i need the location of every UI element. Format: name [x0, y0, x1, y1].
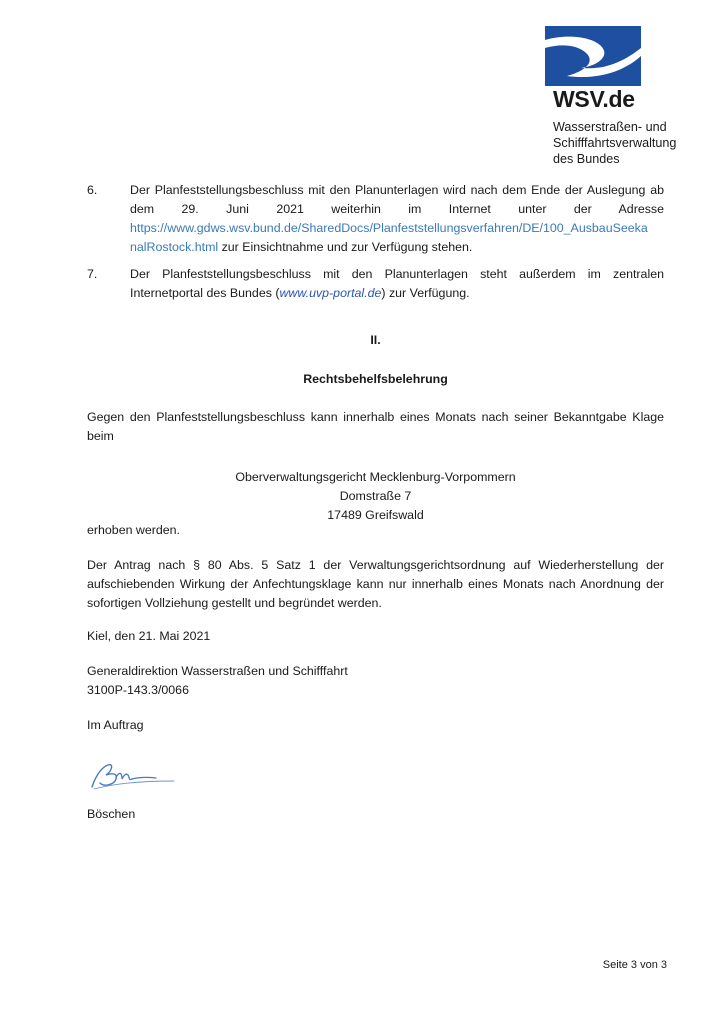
item-text-line: Der Planfeststellungsbeschluss mit den Planunterlagen wird nach dem Ende der Auslegung ab	[130, 183, 664, 197]
item-text-line: Internetportal des Bundes (	[130, 286, 280, 300]
handwritten-signature-icon	[86, 757, 182, 797]
paragraph-line: Gegen den Planfeststellungsbeschluss kann innerhalb eines Monats nach seiner Bekanntgabe Klage	[87, 410, 664, 424]
brand-subtitle	[553, 119, 676, 167]
paragraph-line: beim	[87, 429, 114, 443]
date-line: Kiel, den 21. Mai 2021	[87, 629, 211, 643]
item-text-line: ) zur Verfügung.	[381, 286, 470, 300]
paragraph-line: Der Antrag nach § 80 Abs. 5 Satz 1 der Verwaltungsgerichtsordnung auf Wiederherstellung der	[87, 558, 664, 572]
brand-subtitle-line: Schifffahrtsverwaltung	[553, 136, 677, 150]
list-number: 6.	[87, 183, 98, 197]
page-number: Seite 3 von 3	[602, 959, 667, 971]
court-address	[87, 468, 664, 525]
paragraph-antrag	[87, 556, 664, 613]
court-street: Domstraße 7	[339, 489, 412, 503]
item-text-line: zur Einsichtnahme und zur Verfügung stehen.	[218, 240, 473, 254]
list-number: 7.	[87, 267, 98, 281]
signer-name: Böschen	[87, 807, 136, 821]
court-city: 17489 Greifswald	[327, 508, 424, 522]
reference-number: 3100P-143.3/0066	[87, 683, 189, 697]
section-heading: Rechtsbehelfsbelehrung	[303, 372, 448, 386]
brand-name: WSV.de	[553, 86, 635, 112]
gdws-link[interactable]: https://www.gdws.wsv.bund.de/SharedDocs/Planfeststellungsverfahren/DE/100_AusbauSeeka	[130, 221, 648, 235]
section-numeral: II.	[370, 333, 381, 347]
court-name: Oberverwaltungsgericht Mecklenburg-Vorpommern	[235, 470, 516, 484]
uvp-portal-link[interactable]: www.uvp-portal.de	[279, 286, 382, 300]
list-item-7	[87, 265, 664, 303]
wsv-logo-icon	[545, 26, 641, 86]
paragraph-klage	[87, 408, 664, 446]
item-text-line: dem 29. Juni 2021 weiterhin im Internet unter der Adresse	[130, 202, 664, 216]
paragraph-erhoben: erhoben werden.	[87, 523, 180, 537]
list-item-6	[87, 181, 664, 257]
paragraph-line: aufschiebenden Wirkung der Anfechtungsklage kann nur innerhalb eines Monats nach Anordnung der	[87, 577, 664, 591]
item-text-line: Der Planfeststellungsbeschluss mit den Planunterlagen steht außerdem im zentralen	[130, 267, 664, 281]
brand-subtitle-line: des Bundes	[553, 152, 620, 166]
paragraph-line: sofortigen Vollziehung gestellt und begründet werden.	[87, 596, 382, 610]
organisation-name: Generaldirektion Wasserstraßen und Schifffahrt	[87, 664, 348, 678]
brand-subtitle-line: Wasserstraßen- und	[553, 120, 667, 134]
gdws-link-continued[interactable]: nalRostock.html	[130, 240, 219, 254]
im-auftrag: Im Auftrag	[87, 718, 144, 732]
